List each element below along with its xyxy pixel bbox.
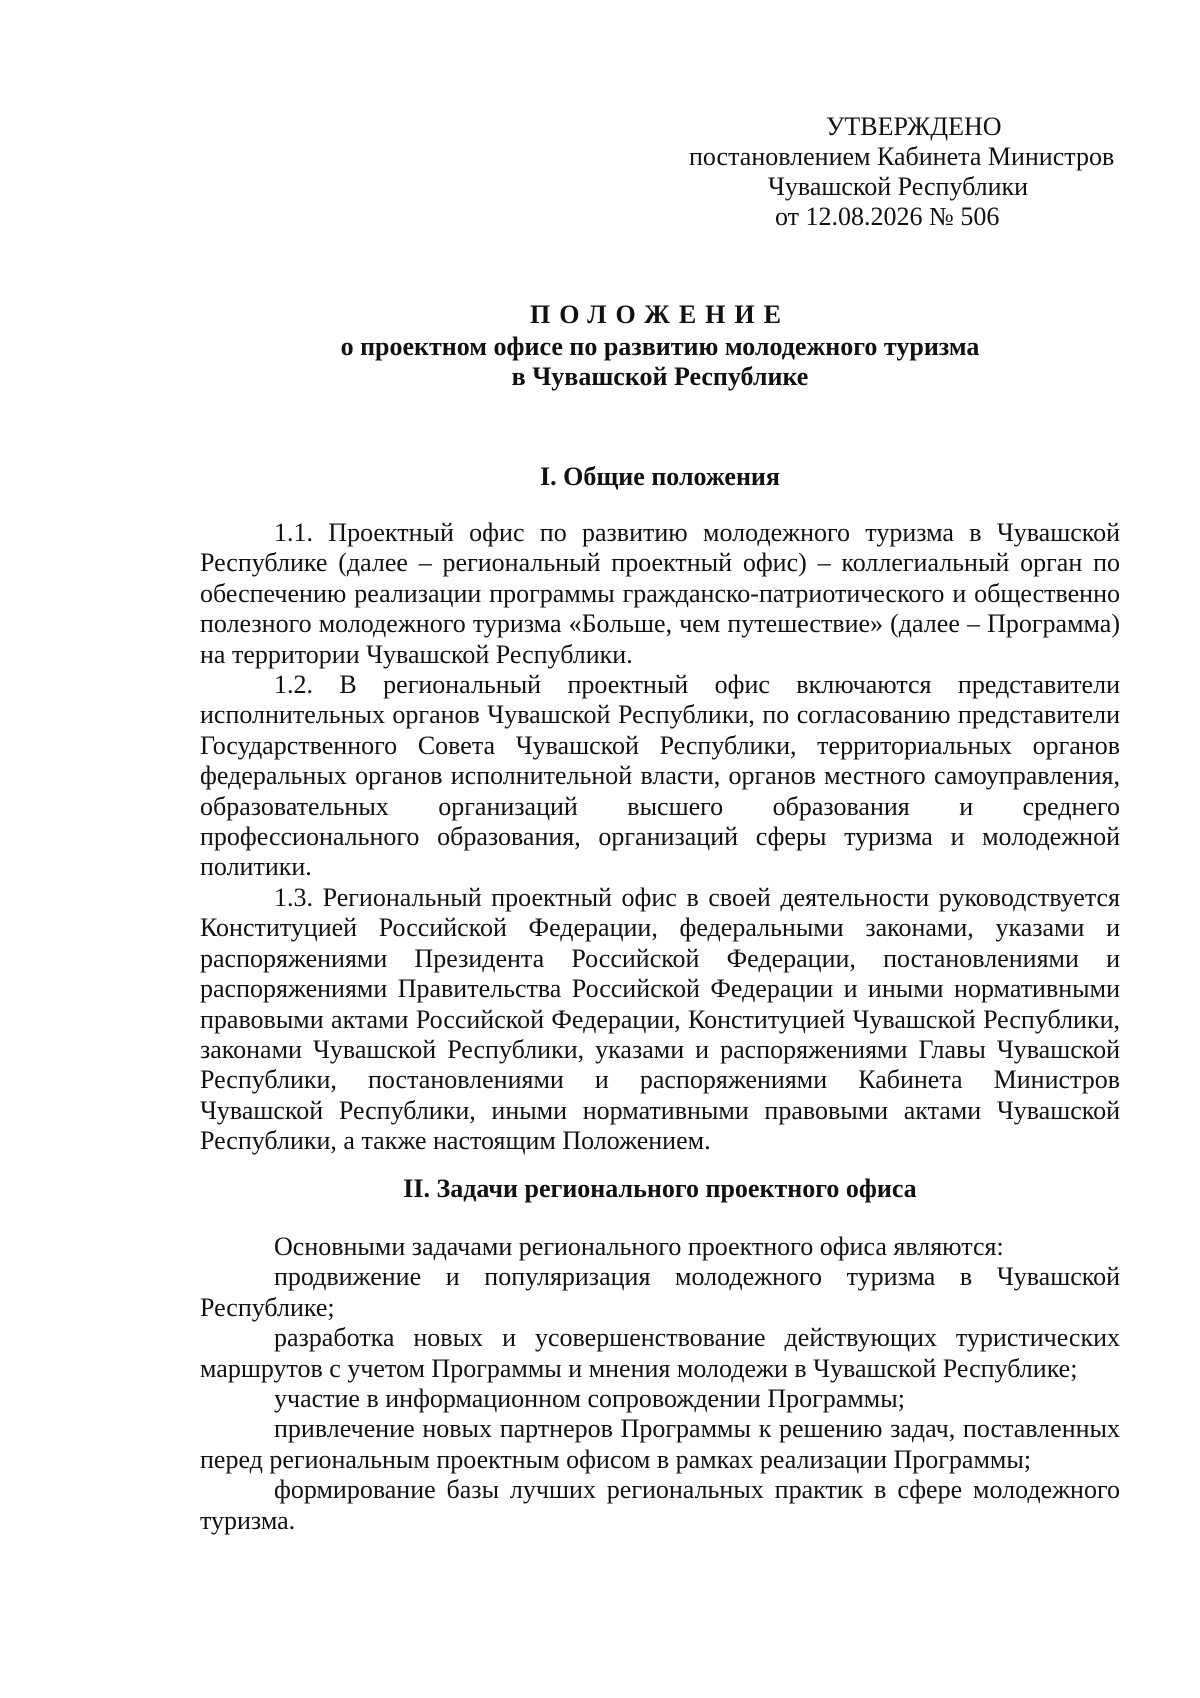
approval-line-republic: Чувашской Республики (768, 172, 1029, 201)
paragraph-1-2: 1.2. В региональный проектный офис включаются представители исполнительных органов Чувашской Республики, по согласованию представители Государственного Совета Чувашской Республики, территориальных органов федеральных органов исполнительной власти, органов местного самоуправления, образовательных организаций высшего образования и среднего профессионального образования, организаций сферы туризма и молодежной политики. (200, 670, 1120, 882)
task-item: привлечение новых партнеров Программы к решению задач, поставленных перед региональным проектным офисом в рамках реализации Программы; (200, 1414, 1120, 1474)
document-subtitle-line1: о проектном офисе по развитию молодежного туризма (340, 332, 980, 361)
paragraph-1-1: 1.1. Проектный офис по развитию молодежного туризма в Чувашской Республике (далее – региональный проектный офис) – коллегиальный орган по обеспечению реализации программы гражданско-патриотического и общественно полезного молодежного туризма «Больше, чем путешествие» (далее – Программа) на территории Чувашской Республики. (200, 518, 1120, 669)
section-tasks-body (200, 1232, 1120, 1536)
paragraph-1-3: 1.3. Региональный проектный офис в своей деятельности руководствуется Конституцией Российской Федерации, федеральными законами, указами и распоряжениями Президента Российской Федерации, постановлениями и распоряжениями Правительства Российской Федерации и иными нормативными правовыми актами Российской Федерации, Конституцией Чувашской Республики, законами Чувашской Республики, указами и распоряжениями Главы Чувашской Республики, постановлениями и распоряжениями Кабинета Министров Чувашской Республики, иными нормативными правовыми актами Чувашской Республики, а также настоящим Положением. (200, 882, 1120, 1156)
task-item: продвижение и популяризация молодежного туризма в Чувашской Республике; (200, 1262, 1120, 1322)
document-title-word: ПОЛОЖЕНИЕ (530, 300, 790, 329)
approval-line-date-number: от 12.08.2026 № 506 (775, 202, 1000, 231)
task-item: разработка новых и усовершенствование действующих туристических маршрутов с учетом Программы и мнения молодежи в Чувашской Республике; (200, 1323, 1120, 1383)
document-subtitle-line2: в Чувашской Республике (511, 362, 809, 391)
section-heading-tasks: II. Задачи регионального проектного офиса (403, 1174, 917, 1203)
approval-line-approved: УТВЕРЖДЕНО (826, 112, 1002, 141)
section-general-body (200, 518, 1120, 1157)
approval-line-resolution: постановлением Кабинета Министров (689, 142, 1115, 171)
section-heading-general: I. Общие положения (540, 462, 780, 491)
tasks-intro: Основными задачами регионального проектного офиса являются: (274, 1232, 1004, 1261)
task-item: формирование базы лучших региональных практик в сфере молодежного туризма. (200, 1475, 1120, 1535)
task-item: участие в информационном сопровождении Программы; (274, 1384, 905, 1414)
approval-stamp (640, 112, 1120, 232)
document-title (200, 300, 1120, 392)
